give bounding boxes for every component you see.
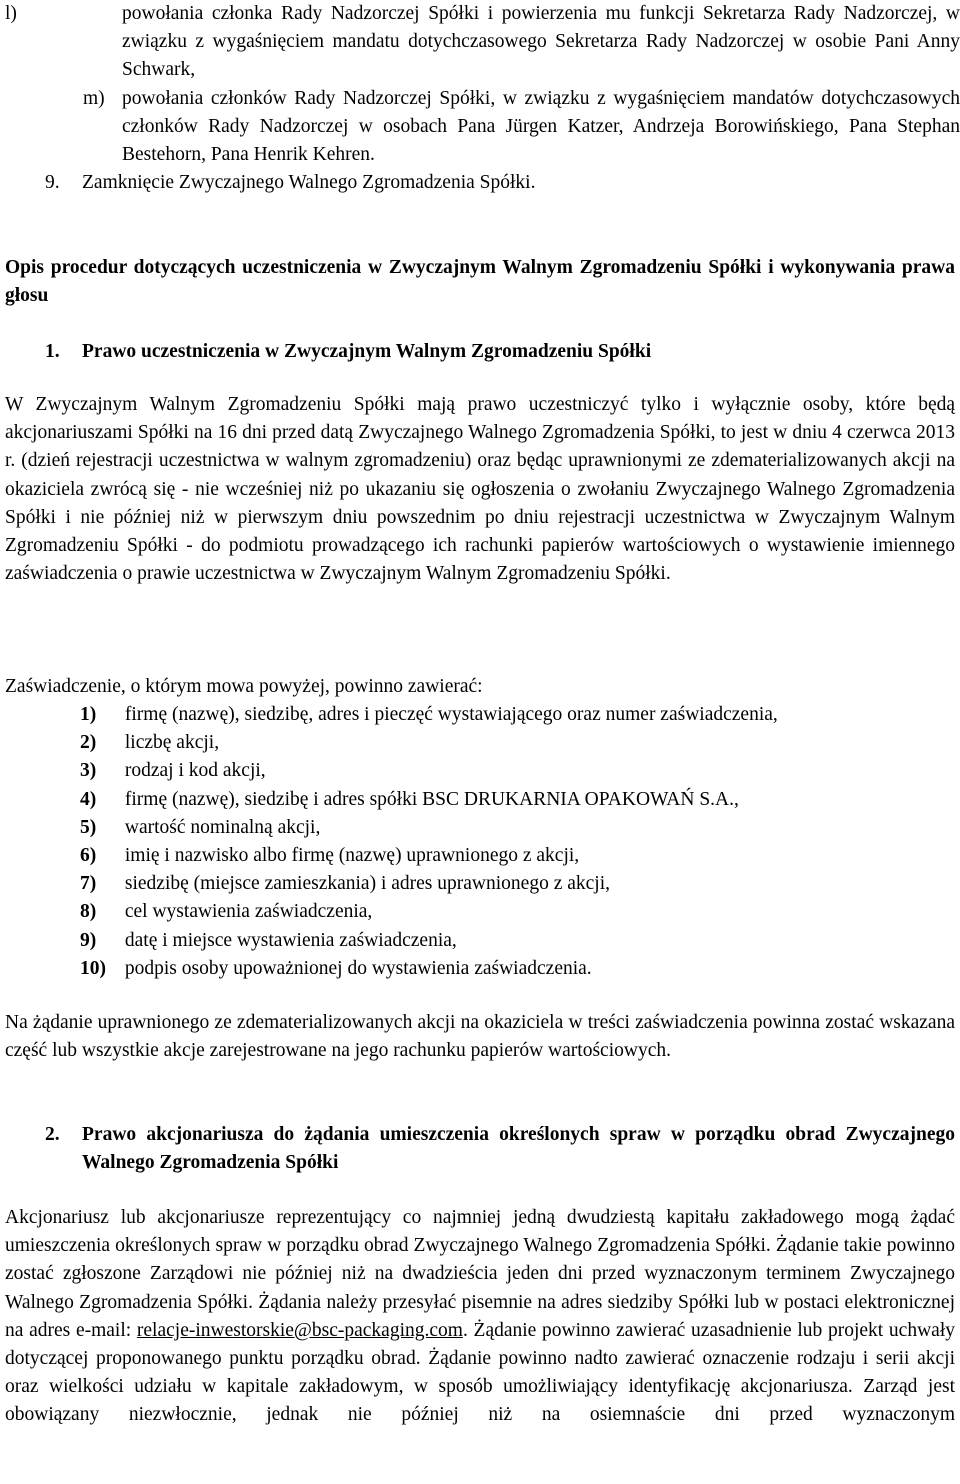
list-item: 6) imię i nazwisko albo firmę (nazwę) uprawnionego z akcji, bbox=[80, 844, 580, 866]
list-item: 7) siedzibę (miejsce zamieszkania) i adres uprawnionego z akcji, bbox=[80, 873, 610, 895]
agenda-item-9 bbox=[45, 169, 535, 197]
list-item: 10) podpis osoby upoważnionej do wystawienia zaświadczenia. bbox=[80, 957, 592, 979]
section-1-heading bbox=[45, 338, 955, 366]
list-item: 1) firmę (nazwę), siedzibę, adres i pieczęć wystawiającego oraz numer zaświadczenia, bbox=[80, 704, 778, 725]
agenda-item-text: Zamknięcie Zwyczajnego Walnego Zgromadzenia Spółki. bbox=[82, 172, 536, 193]
certificate-intro: Zaświadczenie, o którym mowa powyżej, powinno zawierać: bbox=[5, 676, 483, 697]
section-2-heading bbox=[45, 1121, 955, 1177]
agenda-item-l bbox=[5, 0, 960, 84]
list-item: 4) firmę (nazwę), siedzibę i adres spółki BSC DRUKARNIA OPAKOWAŃ S.A., bbox=[80, 788, 739, 810]
list-item: 9) datę i miejsce wystawienia zaświadczenia, bbox=[80, 929, 457, 951]
list-item: 2) liczbę akcji, bbox=[80, 732, 220, 754]
section-1-paragraph: W Zwyczajnym Walnym Zgromadzeniu Spółki mają prawo uczestniczyć tylko i wyłącznie osoby, które będą akcjonariuszami Spółki na 16 dni przed datą Zwyczajnego Walnego Zgromadzenia Spółki, to jest w dniu 4 czerwca 2013 r. (dzień rejestracji uczestnictwa w walnym zgromadzeniu) oraz będąc uprawnionymi ze zdematerializowanych akcji na okaziciela zwrócą się - nie wcześniej niż po ukazaniu się ogłoszenia o zwołaniu Zwyczajnego Walnego Zgromadzenia Spółki i nie później niż w pierwszym dniu powszednim po dniu rejestracji uczestnictwa w Zwyczajnym Walnym Zgromadzeniu Spółki - do podmiotu prowadzącego ich rachunki papierów wartościowych o wystawienie imiennego zaświadczenia o prawie uczestnictwa w Zwyczajnym Walnym Zgromadzeniu Spółki. bbox=[5, 394, 955, 585]
certificate-requirements-list bbox=[80, 701, 960, 983]
agenda-item-m bbox=[5, 85, 960, 169]
agenda-item-label: l) bbox=[5, 3, 17, 24]
agenda-item-text: powołania członków Rady Nadzorczej Spółki, w związku z wygaśnięciem mandatów dotychczasowych członków Rady Nadzorczej w osobach Pana Jürgen Katzer, Andrzeja Borowińskiego, Pana Stephan Bestehorn, Pana Henrik Kehren. bbox=[122, 88, 960, 165]
agenda-item-text: powołania członka Rady Nadzorczej Spółki i powierzenia mu funkcji Sekretarza Rady Nadzorczej, w związku z wygaśnięciem mandatu dotychczasowego Sekretarza Rady Nadzorczej w osobie Pani Anny Schwark, bbox=[122, 3, 960, 80]
section-title: Prawo uczestniczenia w Zwyczajnym Walnym Zgromadzeniu Spółki bbox=[82, 341, 652, 362]
section-2-paragraph: Akcjonariusz lub akcjonariusze reprezentujący co najmniej jedną dwudziestą kapitału zakładowego mogą żądać umieszczenia określonych spraw w porządku obrad Zwyczajnego Walnego Zgromadzenia Spółki. Żądanie takie powinno zostać zgłoszone Zarządowi nie później niż na dwadzieścia jeden dni przed wyznaczonym terminem Zwyczajnego Walnego Zgromadzenia Spółki. Żądania należy przesyłać pisemnie na adres siedziby Spółki lub w postaci elektronicznej na adres e-mail: relacje-inwestorskie@bsc-packaging.com. Żądanie powinno zawierać uzasadnienie lub projekt uchwały dotyczącej proponowanego punktu porządku obrad. Żądanie powinno nadto zawierać oznaczenie rodzaju i serii akcji oraz wielkości udziału w kapitale zakładowym, w sposób umożliwiający identyfikację akcjonariusza. Zarząd jest obowiązany niezwłocznie, jednak nie później niż na osiemnaście dni przed wyznaczonym bbox=[5, 1207, 955, 1426]
list-item: 5) wartość nominalną akcji, bbox=[80, 816, 321, 838]
section-number: 1. bbox=[45, 341, 60, 362]
agenda-item-number: 9. bbox=[45, 172, 60, 193]
agenda-item-label: m) bbox=[83, 88, 105, 109]
email-link[interactable]: relacje-inwestorskie@bsc-packaging.com bbox=[136, 1319, 463, 1341]
request-paragraph: Na żądanie uprawnionego ze zdematerializowanych akcji na okaziciela w treści zaświadczenia powinna zostać wskazana część lub wszystkie akcje zarejestrowane na jego rachunku papierów wartościowych. bbox=[5, 1012, 955, 1062]
main-heading: Opis procedur dotyczących uczestniczenia w Zwyczajnym Walnym Zgromadzeniu Spółki i wykonywania prawa głosu bbox=[5, 257, 955, 306]
section-title: Prawo akcjonariusza do żądania umieszczenia określonych spraw w porządku obrad Zwyczajnego Walnego Zgromadzenia Spółki bbox=[82, 1124, 955, 1173]
list-item: 8) cel wystawienia zaświadczenia, bbox=[80, 901, 373, 923]
section-number: 2. bbox=[45, 1124, 60, 1145]
list-item: 3) rodzaj i kod akcji, bbox=[80, 760, 266, 782]
